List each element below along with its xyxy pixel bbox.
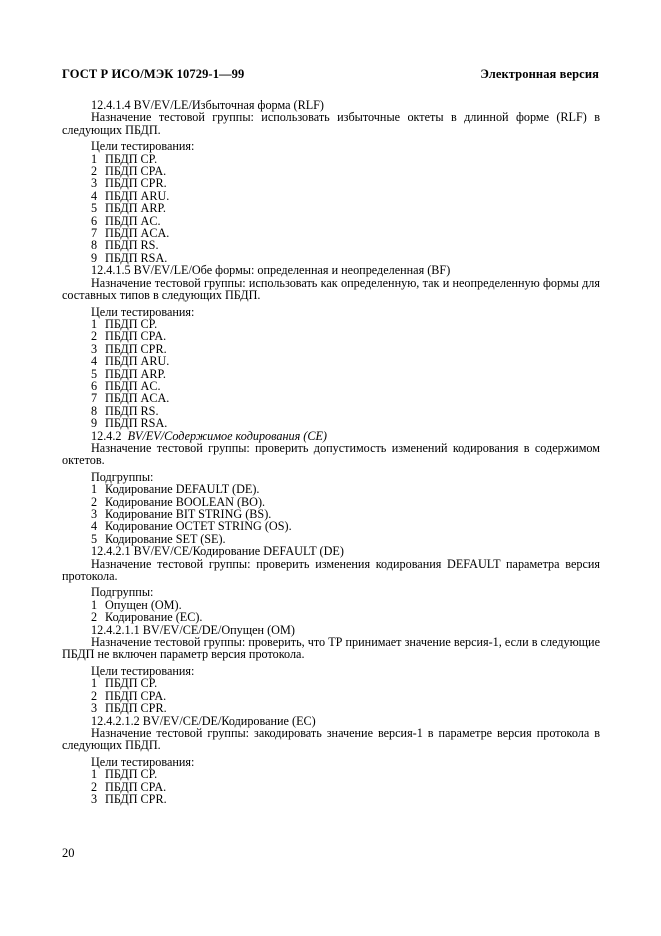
item-text: ПБДП AC. (105, 213, 161, 228)
item-number: 3 (91, 176, 98, 191)
item-text: ПБДП ARU. (105, 188, 170, 203)
section-heading: 12.4.1.5 BV/EV/LE/Обе формы: определенная и неопределенная (BF) (91, 263, 451, 278)
item-number: 4 (91, 188, 98, 203)
heading-title: BV/EV/Содержимое кодирования (CE) (127, 428, 327, 443)
item-text: Кодирование OCTET STRING (OS). (105, 519, 292, 534)
item-text: ПБДП ACA. (105, 391, 170, 406)
page-number: 20 (62, 846, 75, 860)
item-number: 2 (91, 779, 98, 794)
list-label: Цели тестирования: (91, 754, 195, 769)
section-heading: 12.4.2.1.2 BV/EV/CE/DE/Кодирование (EC) (91, 713, 316, 728)
item-text: ПБДП CPR. (105, 176, 167, 191)
item-text: ПБДП RSA. (105, 416, 168, 431)
section (62, 624, 600, 715)
item-number: 4 (91, 519, 98, 534)
item-number: 5 (91, 201, 98, 216)
item-number: 8 (91, 403, 98, 418)
item-number: 7 (91, 226, 98, 241)
item-number: 7 (91, 391, 98, 406)
item-number: 3 (91, 341, 98, 356)
item-text: Опущен (OM). (105, 597, 182, 612)
list-item (62, 793, 600, 805)
item-text: ПБДП CP. (105, 316, 158, 331)
item-number: 1 (91, 597, 98, 612)
item-number: 2 (91, 610, 98, 625)
item-text: ПБДП AC. (105, 378, 161, 393)
document-body (62, 99, 600, 805)
item-text: ПБДП RS. (105, 403, 159, 418)
item-number: 2 (91, 329, 98, 344)
item-number: 5 (91, 531, 98, 546)
section-purpose: Назначение тестовой группы: проверить, что ТР принимает значение версия-1, если в следующие ПБДП не включен параметр версия протокола. (62, 635, 600, 662)
item-text: ПБДП CPA. (105, 164, 167, 179)
list-label: Подгруппы: (91, 469, 154, 484)
section (62, 430, 600, 546)
item-number: 3 (91, 701, 98, 716)
item-text: Кодирование SET (SE). (105, 531, 226, 546)
item-text: ПБДП CP. (105, 767, 158, 782)
item-number: 1 (91, 676, 98, 691)
item-number: 1 (91, 316, 98, 331)
list-label: Цели тестирования: (91, 139, 195, 154)
section-purpose: Назначение тестовой группы: использовать как определенную, так и неопределенную формы для составных типов в следующих ПБДП. (62, 275, 600, 303)
header-standard-id: ГОСТ Р ИСО/МЭК 10729-1—99 (62, 67, 245, 81)
item-text: ПБДП CP. (105, 676, 158, 691)
section-heading: 12.4.2.1 BV/EV/CE/Кодирование DEFAULT (DE) (91, 544, 344, 559)
item-number: 2 (91, 494, 98, 509)
section-heading: 12.4.1.4 BV/EV/LE/Избыточная форма (RLF) (91, 98, 324, 112)
item-text: ПБДП CPR. (105, 791, 167, 806)
item-text: Кодирование BOOLEAN (BO). (105, 494, 266, 509)
section (62, 264, 600, 429)
item-number: 1 (91, 151, 98, 166)
item-text: ПБДП ARP. (105, 201, 166, 216)
section-purpose: Назначение тестовой группы: проверить изменения кодирования DEFAULT параметра версия протокола. (62, 556, 600, 584)
item-number: 4 (91, 354, 98, 369)
list-label: Цели тестирования: (91, 663, 195, 678)
item-number: 3 (91, 507, 98, 521)
list-item (62, 611, 600, 623)
section (62, 99, 600, 264)
item-number: 3 (91, 791, 98, 806)
item-number: 5 (91, 366, 98, 381)
section-heading: 12.4.2.1.1 BV/EV/CE/DE/Опущен (OM) (91, 622, 295, 637)
item-text: ПБДП CP. (105, 151, 158, 166)
item-text: ПБДП ARP. (105, 366, 166, 381)
list-label: Подгруппы: (91, 585, 154, 600)
section-purpose: Назначение тестовой группы: закодировать значение версия-1 в параметре версия протокола в следующих ПБДП. (62, 725, 600, 753)
item-text: ПБДП RS. (105, 238, 159, 253)
header-edition: Электронная версия (480, 67, 599, 81)
list-label: Цели тестирования: (91, 304, 195, 319)
item-text: ПБДП ACA. (105, 226, 170, 241)
item-text: Кодирование (EC). (105, 610, 203, 625)
item-number: 1 (91, 767, 98, 782)
section (62, 715, 600, 806)
section (62, 545, 600, 623)
item-number: 2 (91, 164, 98, 179)
item-number: 6 (91, 378, 98, 393)
item-text: ПБДП ARU. (105, 354, 170, 369)
item-number: 8 (91, 238, 98, 253)
item-number: 2 (91, 688, 98, 703)
item-text: ПБДП CPA. (105, 779, 167, 794)
item-text: ПБДП RSA. (105, 250, 168, 265)
heading-number: 12.4.2 (91, 428, 122, 443)
list-item (62, 702, 600, 714)
item-number: 1 (91, 482, 98, 497)
item-text: ПБДП CPA. (105, 688, 167, 703)
section-purpose: Назначение тестовой группы: проверить допустимость изменений кодирования в содержимом октетов. (62, 440, 600, 468)
section-purpose: Назначение тестовой группы: использовать избыточные октеты в длинной форме (RLF) в следующих ПБДП. (62, 110, 600, 137)
item-number: 9 (91, 250, 98, 265)
item-text: ПБДП CPR. (105, 341, 167, 356)
item-text: Кодирование DEFAULT (DE). (105, 482, 260, 497)
item-number: 9 (91, 416, 98, 431)
item-number: 6 (91, 213, 98, 228)
item-text: Кодирование BIT STRING (BS). (105, 507, 272, 521)
item-text: ПБДП CPR. (105, 701, 167, 716)
item-text: ПБДП CPA. (105, 329, 167, 344)
